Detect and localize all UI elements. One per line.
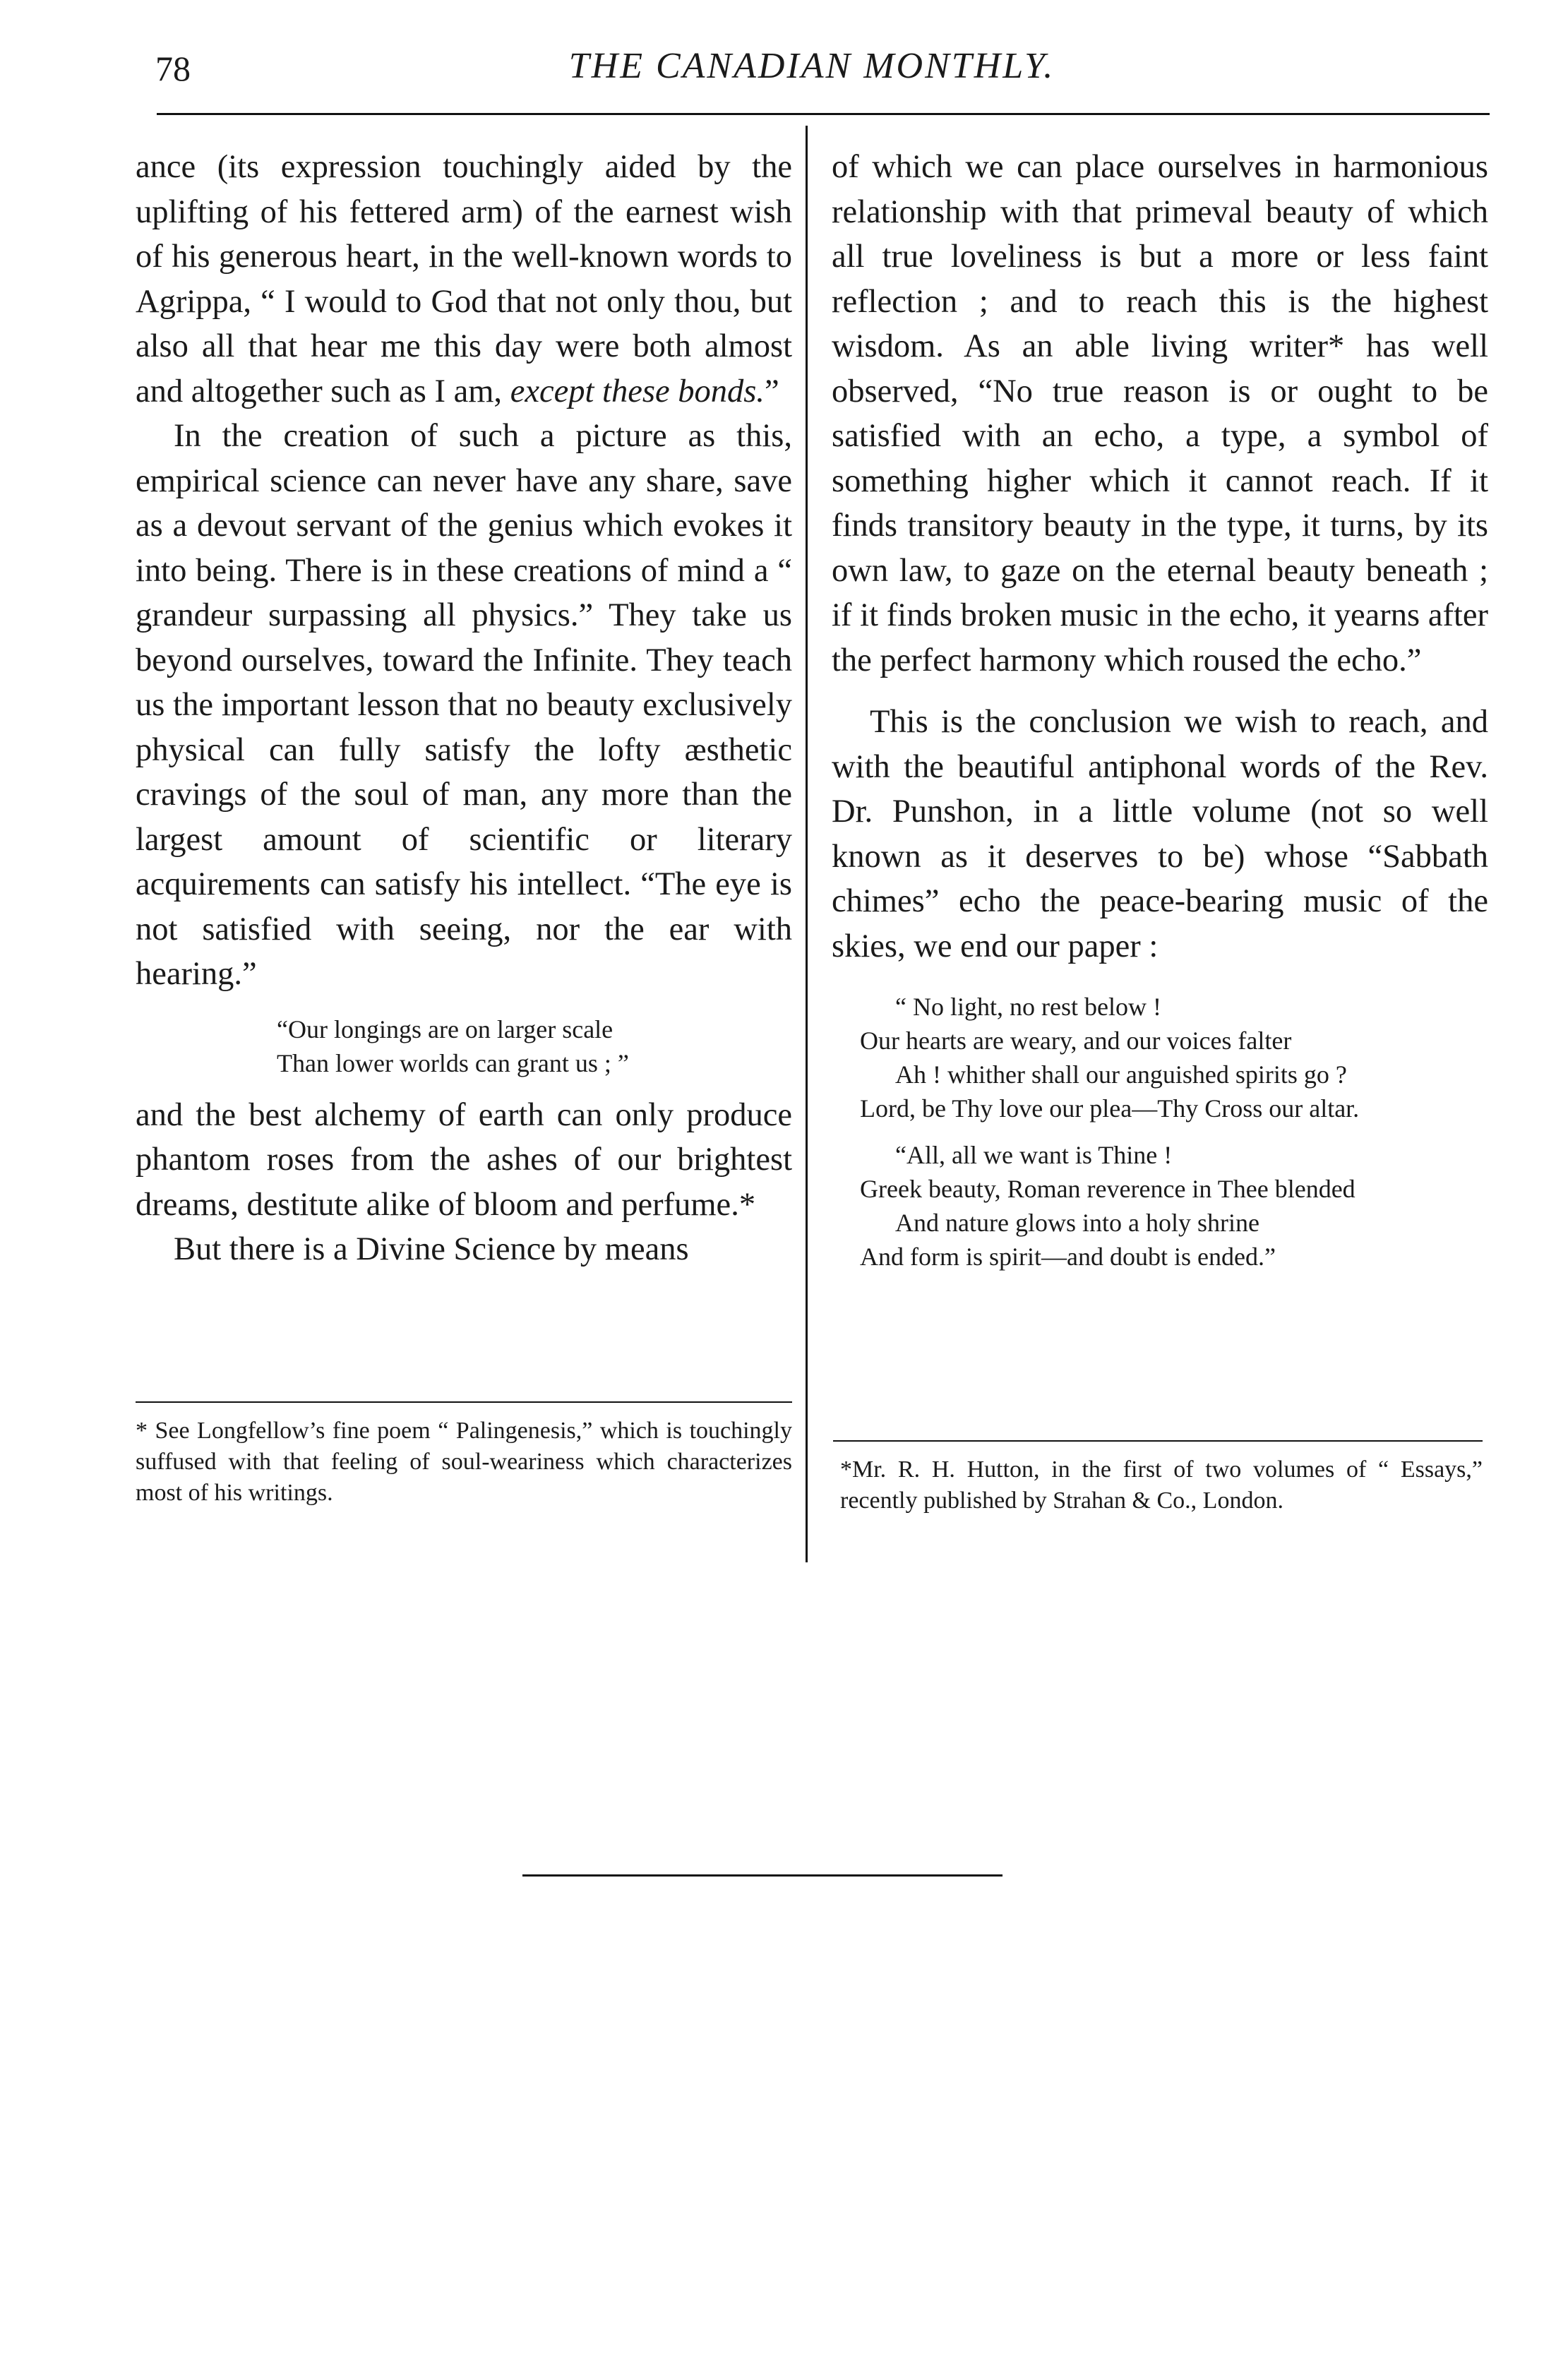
verse-line: Than lower worlds can grant us ; ” xyxy=(277,1048,629,1077)
verse-line: “Our longings are on larger scale xyxy=(277,1015,614,1043)
left-footnote: * See Longfellow’s fine poem “ Palingenesis,” which is touchingly suffused with that feeling of soul-weariness which characterizes most of his writings. xyxy=(136,1418,792,1506)
verse-line: And nature glows into a holy shrine xyxy=(895,1209,1259,1237)
left-paragraph-1: ance (its expression touchingly aided by the uplifting of his fettered arm) of the earnest wish of his generous heart, in the well-known words to Agrippa, “ I would to God that not only thou, but also all that hear me this day were both almost and altogether such as I am, except these bonds.” xyxy=(136,149,792,409)
running-title: THE CANADIAN MONTHLY. xyxy=(568,46,1055,86)
right-footnote: *Mr. R. H. Hutton, in the first of two volumes of “ Essays,” recently published by Strahan & Co., London. xyxy=(840,1456,1483,1514)
left-paragraph-2: In the creation of such a picture as this, empirical science can never have any share, save as a devout servant of the genius which evokes it into being. There is in these creations of mind a “ grandeur surpassing all physics.” They take us beyond ourselves, toward the Infinite. They teach us the important lesson that no beauty exclusively physical can fully satisfy the lofty æsthetic cravings of the soul of man, any more than the largest amount of scientific or literary acquirements can satisfy his intellect. “The eye is not satisfied with seeing, nor the ear with hearing.” xyxy=(136,418,792,992)
left-footnote-rule xyxy=(136,1401,792,1403)
left-column xyxy=(136,145,792,1272)
verse-line: Greek beauty, Roman reverence in Thee blended xyxy=(860,1175,1355,1203)
verse-line: And form is spirit—and doubt is ended.” xyxy=(860,1243,1276,1271)
right-verse-stanza-1 xyxy=(860,990,1488,1125)
right-paragraph-1: of which we can place ourselves in harmonious relationship with that primeval beauty of which all true loveliness is but a more or less faint reflection ; and to reach this is the highest wisdom. As an able living writer* has well observed, “No true reason is or ought to be satisfied with an echo, a type, a symbol of something higher which it cannot reach. If it finds transitory beauty in the type, it turns, by its own law, to gaze on the eternal beauty beneath ; if it finds broken music in the echo, it yearns after the perfect harmony which roused the echo.” xyxy=(832,149,1488,678)
italic-phrase: except these bonds. xyxy=(510,373,765,409)
end-rule xyxy=(522,1874,1003,1877)
verse-line: “All, all we want is Thine ! xyxy=(895,1141,1173,1169)
right-verse-stanza-2 xyxy=(860,1138,1488,1274)
left-verse xyxy=(277,1012,792,1080)
column-divider xyxy=(806,126,808,1562)
verse-line: Lord, be Thy love our plea—Thy Cross our altar. xyxy=(860,1094,1360,1123)
header-rule xyxy=(157,113,1490,115)
right-footnote-rule xyxy=(833,1440,1483,1442)
right-column xyxy=(832,145,1488,1286)
verse-line: Ah ! whither shall our anguished spirits go ? xyxy=(895,1060,1347,1089)
verse-line: “ No light, no rest below ! xyxy=(895,993,1161,1021)
page-header xyxy=(134,41,1490,97)
right-paragraph-2: This is the conclusion we wish to reach, and with the beautiful antiphonal words of the Rev. Dr. Punshon, in a little volume (not so well known as it deserves to be) whose “Sabbath chimes” echo the peace-bearing music of the skies, we end our paper : xyxy=(832,704,1488,964)
verse-line: Our hearts are weary, and our voices falter xyxy=(860,1027,1292,1055)
page-number: 78 xyxy=(155,49,191,88)
left-paragraph-4: But there is a Divine Science by means xyxy=(174,1231,689,1267)
left-paragraph-3: and the best alchemy of earth can only produce phantom roses from the ashes of our brightest dreams, destitute alike of bloom and perfume.* xyxy=(136,1096,792,1223)
